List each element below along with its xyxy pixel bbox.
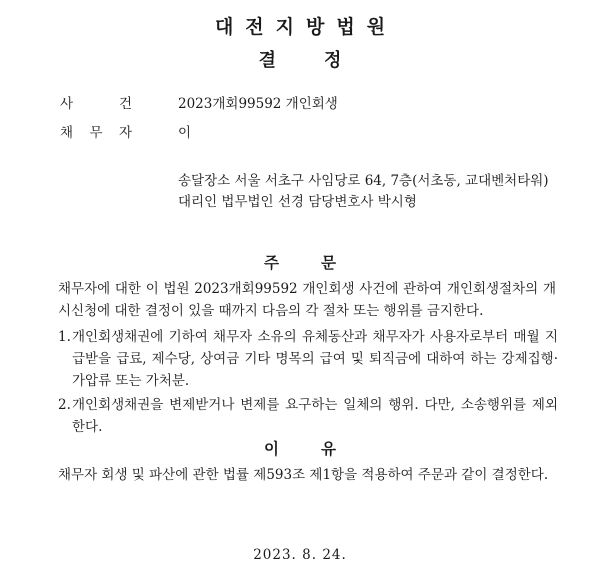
legal-agent: 대리인 법무법인 선경 담당변호사 박시형	[178, 194, 417, 210]
reason-paragraph: 채무자 회생 및 파산에 관한 법률 제593조 제1항을 적용하여 주문과 같이 결정한다.	[58, 467, 549, 483]
court-name: 대전지방법원	[214, 16, 398, 38]
service-address: 송달장소 서울 서초구 사임당로 64, 7층(서초동, 교대벤처타워)	[178, 173, 549, 189]
debtor-label-char: 채	[60, 125, 74, 141]
case-label	[60, 92, 132, 112]
case-value: 2023개회99592 개인회생	[178, 96, 338, 112]
order-item-text: 개인회생채권을 변제받거나 변제를 요구하는 일체의 행위. 다만, 소송행위를 제외한다.	[72, 397, 558, 435]
order-item-text: 개인회생채권에 기하여 채무자 소유의 유체동산과 채무자가 사용자로부터 매월 지급받을 급료, 제수당, 상여금 기타 명목의 급여 및 퇴직금에 대하여 하는 강제집행·가압류 또는 가처분.	[72, 329, 558, 389]
order-item-number: 1.	[58, 329, 71, 345]
decision-date: 2023. 8. 24.	[253, 547, 347, 563]
order-heading: 주문	[264, 253, 378, 272]
document-title: 결정	[258, 50, 390, 71]
case-label-char: 건	[118, 96, 132, 112]
order-item-number: 2.	[58, 397, 71, 413]
case-label-char: 사	[60, 96, 74, 112]
debtor-label-char: 무	[89, 125, 103, 141]
order-item	[58, 326, 558, 392]
debtor-label	[60, 121, 132, 141]
order-item	[58, 394, 558, 438]
order-paragraph: 채무자에 대한 이 법원 2023개회99592 개인회생 사건에 관하여 개인회생절차의 개시신청에 대한 결정이 있을 때까지 다음의 각 절차 또는 행위를 금지한다.	[58, 281, 556, 319]
debtor-value: 이	[178, 125, 192, 141]
debtor-label-char: 자	[118, 125, 132, 141]
reason-heading: 이유	[264, 439, 378, 458]
